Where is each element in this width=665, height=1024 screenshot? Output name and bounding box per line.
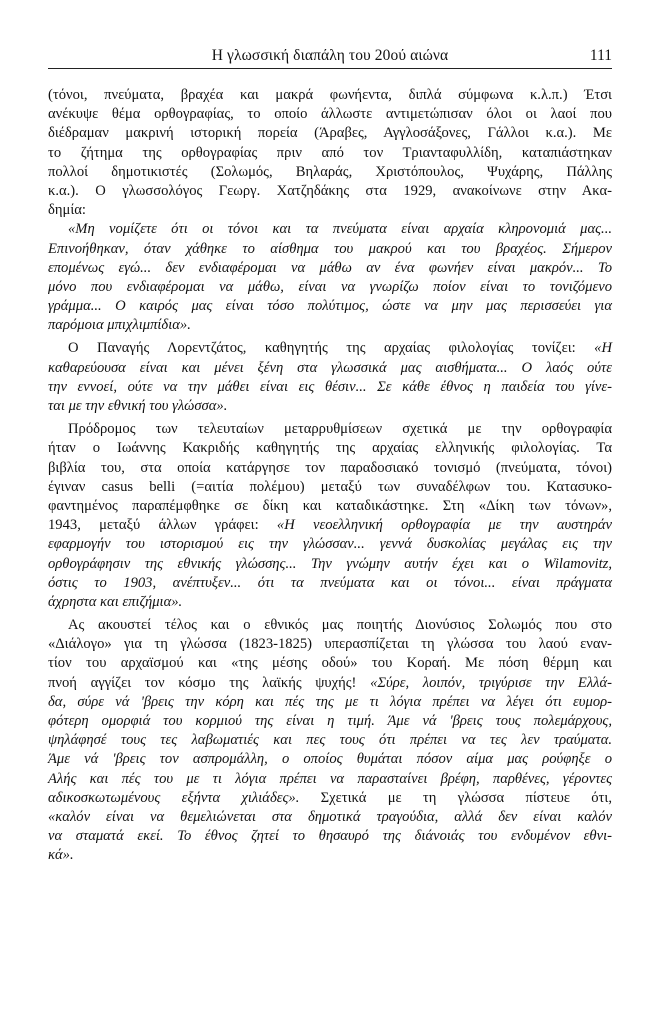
quote-line: «Μη νομίζετε ότι οι τόνοι και τα πνεύματα είναι αρχαία κληρονομιά μας... [68, 221, 612, 238]
text-line: βιβλία του, στα οποία κατάργησε τον παραδοσιακό τονισμό (πνεύματα, τόνοι) [48, 459, 612, 476]
text-run: Σχετικά με τη γλώσσα πίστευε ότι, [299, 789, 612, 806]
text-line: δημία: [48, 202, 86, 219]
quote-line: «καλόν είναι να θεμελιώνεται στα δημοτικά τραγούδια, αλλά δεν είναι καλόν [48, 808, 612, 825]
text-line: το ζήτημα της ορθογραφίας πριν από τον Τριανταφυλλίδη, καταπιάστηκαν [48, 144, 612, 161]
quote-line: φότερη ομορφιά του κορμιού της είναι η τιμή. Άμε νά 'βρεις τους πολεμάρχους, [48, 713, 612, 729]
quote-line: Επινοήθηκαν, όταν χάθηκε το αίσθημα του μακρού και του βραχέος. Σήμερον [48, 240, 612, 257]
quote-line: μόνο που ενδιαφέρομαι να μάθω, είναι να γνωρίζω ποίον είναι το τονιζόμενο [48, 278, 612, 295]
text-run: πνοή αγγίζει τον κόσμο της λαϊκής ψυχής! [48, 674, 371, 691]
quote-line: καθαρεύουσα είναι και μένει ξένη στα γλωσσικά μας αισθήματα... Ο λαός ούτε [48, 359, 612, 376]
quote-run: «Η [594, 340, 612, 357]
quote-line: ψηλάφησέ τους τες λαβωματιές και πες τους ότι πρέπει να τες λεν τραύματα. [48, 732, 612, 749]
body-text [48, 86, 612, 866]
quote-line: να σταματά εκεί. Το έθνος ζητεί το θησαυρό της διάνοιάς του ενδυμένον εθνι- [48, 828, 612, 845]
text-line: κ.α.). Ο γλωσσολόγος Γεωργ. Χατζηδάκης στα 1929, ανακοίνωνε στην Ακα- [48, 182, 612, 199]
paragraph-2 [48, 339, 612, 416]
text-line [48, 674, 612, 693]
quote-line: Άμε νά 'βρεις τον ασπρομάλλη, ο οποίος θυμάται πόσον αίμα μας ρούφηξε ο [48, 751, 612, 768]
quote-line: ται με την εθνική του γλώσσα». [48, 398, 228, 414]
quote-line: γράμμα... Ο καιρός μας είναι τόσο πολύτιμος, ώστε να μην μας περισσεύει για [48, 298, 612, 315]
text-line: ήταν ο Ιωάννης Κακριδής καθηγητής της αρχαίας ελληνικής φιλολογίας. Τα [48, 440, 612, 457]
quote-line: ορθογράφησιν της εθνικής γλώσσης... Την γνώμην αυτήν έχει και ο Wilamovitz, [48, 555, 612, 572]
text-line: Ας ακουστεί τέλος και ο εθνικός μας ποιητής Διονύσιος Σολωμός που στο [68, 617, 612, 634]
quote-run: «Σύρε, λοιπόν, τριγύρισε την Ελλά- [370, 674, 612, 691]
paragraph-3 [48, 420, 612, 612]
quote-run: «Η νεοελληνική ορθογραφία με την αυστηράν [276, 517, 612, 534]
quote-line: παρόμοια μπιχλιμπίδια». [48, 317, 191, 334]
running-title: Η γλωσσική διαπάλη του 20ού αιώνα [211, 47, 449, 64]
page-number: 111 [589, 47, 612, 64]
quote-tones [48, 220, 612, 335]
running-header [48, 46, 612, 69]
text-line [48, 789, 612, 808]
text-line: τίον του αρχαϊσμού και «της μέσης οδού» του Κοραή. Με πόση θέρμη και [48, 655, 612, 672]
quote-line: επομένως εγώ... δεν ενδιαφέρομαι να μάθω αν ένα φωνήεν είναι μακρόν... Το [48, 259, 612, 276]
text-line: ανέκυψε θέμα ορθογραφίας, το οποίο άλλωστε αντιμετώπισαν όλοι οι λαοί που [48, 106, 612, 123]
text-line [48, 516, 612, 535]
paragraph-4 [48, 616, 612, 865]
text-line: έγιναν casus belli (=αιτία πολέμου) μεταξύ των συναδέλφων του. Κατασυκο- [48, 478, 612, 495]
text-line [48, 339, 612, 358]
text-line: (τόνοι, πνεύματα, βραχέα και μακρά φωνήεντα, διπλά σύμφωνα κ.λ.π.) Έτσι [48, 87, 612, 103]
quote-line: την εννοεί, ούτε να την μάθει είναι εις θέσιν... Σε κάθε έθνος η παιδεία του γίνε- [48, 378, 612, 395]
text-line: Πρόδρομος των τελευταίων μεταρρυθμίσεων σχετικά με την ορθογραφία [68, 421, 612, 438]
quote-line: Αλής και πές του με τι λόγια πρέπει να παρασταίνει βρέφη, παρθένες, γέροντες [48, 770, 612, 787]
text-line: φαντημένος παραπέμφθηκε σε δίκη και καταδικάστηκε. Στη «Δίκη των τόνων», [48, 497, 612, 514]
quote-run: αδικοσκωτωμένους εξήντα χιλιάδες». [48, 789, 300, 806]
text-line: πολλοί δημοτικιστές (Σολωμός, Βηλαράς, Χριστόπουλος, Ψυχάρης, Πάλλης [48, 163, 612, 180]
quote-line: κά». [48, 847, 74, 864]
quote-line: δα, σύρε νά 'βρεις την κόρη και πές της με τι λόγια πρέπει να λέγει ότι ευμορ- [48, 693, 612, 710]
text-run: 1943, μεταξύ άλλων γράφει: [48, 517, 277, 534]
quote-line: εφαρμογήν του ιστορισμού εις την γλώσσαν... γεννά δυσκολίας μεγάλας εις την [48, 536, 612, 553]
quote-line: όστις το 1903, ανέπτυξεν... ότι τα πνεύματα και οι τόνοι... είναι πράγματα [48, 574, 612, 591]
text-run: Ο Παναγής Λορεντζάτος, καθηγητής της αρχαίας φιλολογίας τονίζει: [68, 340, 595, 357]
text-line: διέδραμαν μακρινή ιστορική πορεία (Άραβες, Αγγλοσάξονες, Γάλλοι κ.α.). Με [48, 125, 612, 142]
quote-line: άχρηστα και επιζήμια». [48, 593, 183, 610]
text-line: «Διάλογο» για τη γλώσσα (1823-1825) υπερασπίζεται τη γλώσσα του λαού εναν- [48, 636, 612, 653]
paragraph-1 [48, 86, 612, 220]
